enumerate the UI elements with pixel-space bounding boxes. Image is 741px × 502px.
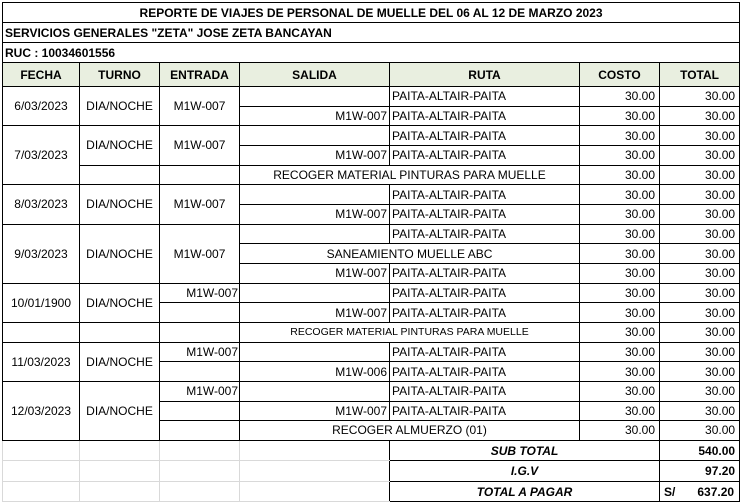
cell-ruta: PAITA-ALTAIR-PAITA — [390, 106, 580, 126]
subtotal-label: SUB TOTAL — [390, 440, 660, 461]
cell-total: 30.00 — [660, 421, 740, 441]
cell-entrada: M1W-007 — [160, 283, 240, 303]
cell-total: 30.00 — [660, 165, 740, 185]
empty-cell — [3, 440, 80, 461]
empty-cell — [240, 481, 390, 502]
empty-cell — [160, 440, 240, 461]
cell-fecha — [3, 322, 80, 342]
cell-ruta: PAITA-ALTAIR-PAITA — [390, 126, 580, 146]
cell-fecha: 10/01/1900 — [3, 283, 80, 322]
subtotal-value: 540.00 — [660, 440, 740, 461]
currency-symbol: S/ — [664, 484, 676, 499]
cell-ruta: PAITA-ALTAIR-PAITA — [390, 204, 580, 224]
cell-total: 30.00 — [660, 322, 740, 342]
igv-label: I.G.V — [390, 461, 660, 482]
cell-ruta: PAITA-ALTAIR-PAITA — [390, 381, 580, 401]
cell-entrada: M1W-007 — [160, 381, 240, 401]
cell-entrada: M1W-007 — [160, 342, 240, 362]
cell-fecha: 6/03/2023 — [3, 87, 80, 126]
cell-total: 30.00 — [660, 283, 740, 303]
cell-salida — [240, 126, 390, 146]
cell-ruta: PAITA-ALTAIR-PAITA — [390, 145, 580, 165]
cell-total: 30.00 — [660, 362, 740, 382]
spreadsheet-report — [2, 2, 740, 502]
empty-cell — [160, 481, 240, 502]
cell-total: 30.00 — [660, 381, 740, 401]
cell-entrada — [160, 401, 240, 421]
cell-costo: 30.00 — [580, 87, 660, 107]
cell-costo: 30.00 — [580, 283, 660, 303]
cell-turno — [80, 322, 160, 342]
cell-turno: DIA/NOCHE — [80, 283, 160, 322]
empty-cell — [160, 461, 240, 482]
cell-salida: M1W-007 — [240, 204, 390, 224]
cell-salida — [240, 283, 390, 303]
cell-entrada — [160, 165, 240, 185]
cell-costo: 30.00 — [580, 362, 660, 382]
col-header-salida: SALIDA — [240, 63, 390, 87]
cell-ruta: PAITA-ALTAIR-PAITA — [390, 303, 580, 323]
cell-fecha: 7/03/2023 — [3, 126, 80, 185]
cell-costo: 30.00 — [580, 244, 660, 264]
cell-total: 30.00 — [660, 204, 740, 224]
cell-total: 30.00 — [660, 244, 740, 264]
cell-ruta: PAITA-ALTAIR-PAITA — [390, 224, 580, 244]
cell-turno: DIA/NOCHE — [80, 87, 160, 126]
cell-costo: 30.00 — [580, 145, 660, 165]
col-header-ruta: RUTA — [390, 63, 580, 87]
cell-salida: M1W-007 — [240, 145, 390, 165]
cell-fecha: 9/03/2023 — [3, 224, 80, 283]
cell-costo: 30.00 — [580, 204, 660, 224]
empty-cell — [3, 481, 80, 502]
cell-ruta: PAITA-ALTAIR-PAITA — [390, 362, 580, 382]
cell-total: 30.00 — [660, 303, 740, 323]
cell-entrada — [160, 421, 240, 441]
cell-total: 30.00 — [660, 145, 740, 165]
cell-entrada — [160, 322, 240, 342]
cell-costo: 30.00 — [580, 322, 660, 342]
cell-fecha: 11/03/2023 — [3, 342, 80, 381]
cell-total: 30.00 — [660, 263, 740, 283]
cell-actividad: RECOGER MATERIAL PINTURAS PARA MUELLE — [240, 322, 580, 342]
viajes-table — [2, 2, 740, 502]
company-name: SERVICIOS GENERALES "ZETA" JOSE ZETA BANCAYAN — [3, 23, 740, 43]
igv-value: 97.20 — [660, 461, 740, 482]
cell-turno: DIA/NOCHE — [80, 126, 160, 165]
cell-costo: 30.00 — [580, 165, 660, 185]
cell-entrada — [160, 362, 240, 382]
cell-ruta: PAITA-ALTAIR-PAITA — [390, 283, 580, 303]
cell-salida — [240, 185, 390, 205]
col-header-turno: TURNO — [80, 63, 160, 87]
cell-costo: 30.00 — [580, 342, 660, 362]
total-a-pagar-cell — [660, 481, 740, 502]
cell-actividad: RECOGER ALMUERZO (01) — [240, 421, 580, 441]
cell-total: 30.00 — [660, 87, 740, 107]
cell-fecha: 12/03/2023 — [3, 381, 80, 440]
cell-costo: 30.00 — [580, 106, 660, 126]
cell-salida: M1W-007 — [240, 401, 390, 421]
cell-salida: M1W-007 — [240, 263, 390, 283]
col-header-total: TOTAL — [660, 63, 740, 87]
cell-total: 30.00 — [660, 401, 740, 421]
cell-total: 30.00 — [660, 106, 740, 126]
cell-costo: 30.00 — [580, 401, 660, 421]
cell-entrada: M1W-007 — [160, 185, 240, 224]
empty-cell — [80, 440, 160, 461]
cell-salida — [240, 342, 390, 362]
cell-costo: 30.00 — [580, 303, 660, 323]
cell-actividad: RECOGER MATERIAL PINTURAS PARA MUELLE — [240, 165, 580, 185]
empty-cell — [3, 461, 80, 482]
cell-total: 30.00 — [660, 126, 740, 146]
empty-cell — [80, 481, 160, 502]
cell-entrada: M1W-007 — [160, 224, 240, 283]
empty-cell — [240, 461, 390, 482]
cell-ruta: PAITA-ALTAIR-PAITA — [390, 185, 580, 205]
total-a-pagar-value: 637.20 — [697, 484, 735, 499]
cell-salida: M1W-007 — [240, 303, 390, 323]
cell-total: 30.00 — [660, 224, 740, 244]
cell-entrada — [160, 303, 240, 323]
cell-turno — [80, 165, 160, 185]
cell-fecha: 8/03/2023 — [3, 185, 80, 224]
cell-ruta: PAITA-ALTAIR-PAITA — [390, 342, 580, 362]
cell-salida — [240, 381, 390, 401]
col-header-costo: COSTO — [580, 63, 660, 87]
empty-cell — [240, 440, 390, 461]
cell-turno: DIA/NOCHE — [80, 185, 160, 224]
cell-salida — [240, 224, 390, 244]
cell-costo: 30.00 — [580, 263, 660, 283]
cell-costo: 30.00 — [580, 224, 660, 244]
cell-entrada: M1W-007 — [160, 126, 240, 165]
report-title: REPORTE DE VIAJES DE PERSONAL DE MUELLE DEL 06 AL 12 DE MARZO 2023 — [3, 3, 740, 23]
ruc: RUC : 10034601556 — [3, 43, 740, 63]
cell-turno: DIA/NOCHE — [80, 381, 160, 440]
cell-entrada: M1W-007 — [160, 87, 240, 126]
cell-total: 30.00 — [660, 342, 740, 362]
cell-salida: M1W-007 — [240, 106, 390, 126]
empty-cell — [80, 461, 160, 482]
cell-ruta: PAITA-ALTAIR-PAITA — [390, 263, 580, 283]
cell-costo: 30.00 — [580, 126, 660, 146]
total-a-pagar-label: TOTAL A PAGAR — [390, 481, 660, 502]
cell-ruta: PAITA-ALTAIR-PAITA — [390, 87, 580, 107]
cell-turno: DIA/NOCHE — [80, 342, 160, 381]
col-header-entrada: ENTRADA — [160, 63, 240, 87]
cell-costo: 30.00 — [580, 381, 660, 401]
cell-ruta: PAITA-ALTAIR-PAITA — [390, 401, 580, 421]
cell-costo: 30.00 — [580, 185, 660, 205]
cell-turno: DIA/NOCHE — [80, 224, 160, 283]
col-header-fecha: FECHA — [3, 63, 80, 87]
cell-salida: M1W-006 — [240, 362, 390, 382]
cell-total: 30.00 — [660, 185, 740, 205]
cell-costo: 30.00 — [580, 421, 660, 441]
cell-actividad: SANEAMIENTO MUELLE ABC — [240, 244, 580, 264]
cell-salida — [240, 87, 390, 107]
